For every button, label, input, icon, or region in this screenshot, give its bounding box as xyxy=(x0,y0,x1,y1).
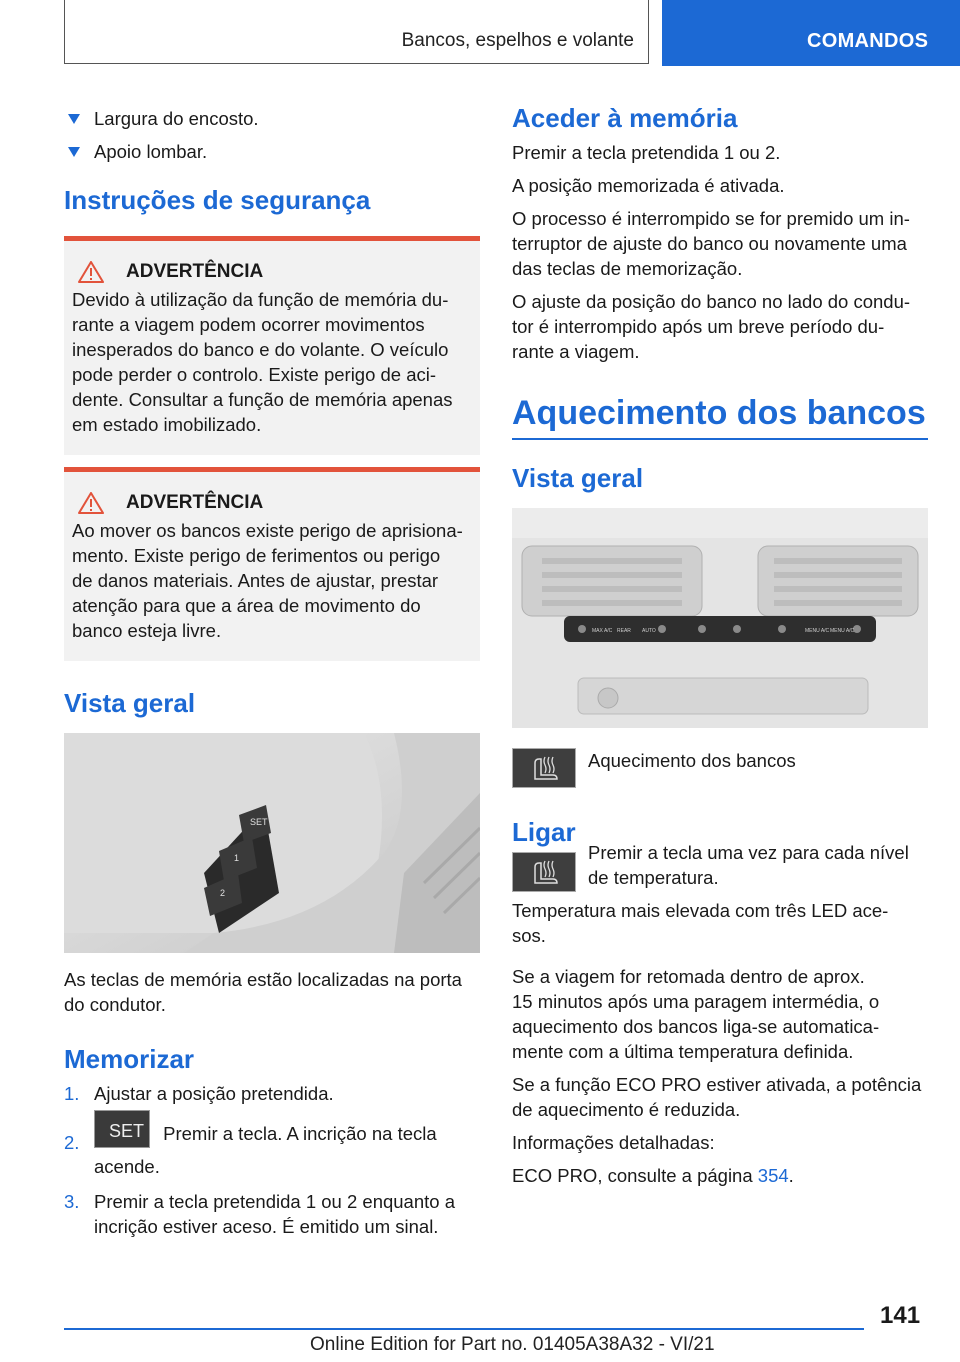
section-title: Bancos, espelhos e volante xyxy=(401,30,634,51)
warning-text: Ao mover os bancos existe perigo de aprisiona- mento. Existe perigo de ferimentos ou perigo de danos materiais. Antes de ajustar, prestar atenção para que a área de movimento do banco esteja livre. xyxy=(72,520,463,641)
photo-label-set: SET xyxy=(250,817,268,827)
warning-title: ADVERTÊNCIA xyxy=(126,261,264,282)
footer-rule xyxy=(64,1328,864,1330)
step-number: 3. xyxy=(64,1191,80,1212)
warning-box xyxy=(64,236,480,455)
seat-heating-heading: Aquecimento dos bancos xyxy=(512,392,928,440)
overview-heading: Vista geral xyxy=(512,463,644,493)
page-number: 141 xyxy=(880,1302,921,1329)
on-row xyxy=(512,842,928,892)
warning-triangle-icon xyxy=(78,261,104,283)
set-button-icon: SET xyxy=(94,1110,150,1148)
photo-label-1: 1 xyxy=(234,853,240,863)
on-heading: Ligar xyxy=(512,817,576,847)
bullet-item: Apoio lombar. xyxy=(64,139,480,164)
panel-label: MENU A/C xyxy=(830,628,855,634)
climate-panel-photo xyxy=(512,508,928,728)
edition-note: Online Edition for Part no. 01405A38A32 - VI/21 xyxy=(310,1334,715,1355)
cross-reference: ECO PRO, consulte a página 354. xyxy=(512,1165,794,1186)
access-memory-heading: Aceder à memória xyxy=(512,103,738,133)
paragraph: O ajuste da posição do banco no lado do condu- tor é interrompido após um breve período du- rante a viagem. xyxy=(512,291,911,362)
warning-box xyxy=(64,467,480,661)
safety-heading: Instruções de segurança xyxy=(64,185,371,215)
warning-text: Devido à utilização da função de memória du- rante a viagem podem ocorrer movimentos inesperados do banco e do volante. O veículo pode perder o controlo. Existe perigo de aci- dente. Consultar a função de memória apenas em estado imobilizado. xyxy=(72,289,453,435)
door-memory-buttons-photo xyxy=(64,733,480,953)
memorize-heading: Memorizar xyxy=(64,1044,195,1074)
right-column xyxy=(512,96,928,1188)
chapter-title: COMANDOS xyxy=(807,30,929,52)
warning-title: ADVERTÊNCIA xyxy=(126,492,264,513)
warning-triangle-icon xyxy=(78,492,104,514)
heat-caption: Aquecimento dos bancos xyxy=(588,750,796,771)
paragraph: Temperatura mais elevada com três LED ace- sos. xyxy=(512,900,889,946)
triangle-bullet-icon xyxy=(68,147,80,157)
step-item: 1. Ajustar a posição pretendida. xyxy=(64,1083,334,1104)
photo-label-2: 2 xyxy=(220,888,226,898)
paragraph: Premir a tecla pretendida 1 ou 2. xyxy=(512,142,781,163)
step-item: 3. Premir a tecla pretendida 1 ou 2 enquanto a incrição estiver aceso. É emitido um sinal. xyxy=(64,1191,455,1237)
panel-label: AUTO xyxy=(642,628,656,634)
step-number: 2. xyxy=(64,1132,80,1153)
on-text: Premir a tecla uma vez para cada nível de temperatura. xyxy=(588,842,909,888)
step-item: 2. SET Premir a tecla. A incrição na tecla acende. xyxy=(64,1116,480,1179)
seat-heating-button-icon xyxy=(512,852,576,892)
running-header xyxy=(64,0,649,64)
paragraph: A posição memorizada é ativada. xyxy=(512,175,785,196)
heat-icon-row xyxy=(512,748,928,788)
photo-caption: As teclas de memória estão localizadas na porta do condutor. xyxy=(64,969,462,1015)
triangle-bullet-icon xyxy=(68,114,80,124)
bullet-item: Largura do encosto. xyxy=(64,106,480,131)
panel-label: MENU A/C xyxy=(805,628,830,634)
overview-heading: Vista geral xyxy=(64,688,196,718)
paragraph: O processo é interrompido se for premido um in- terruptor de ajuste do banco ou novamente uma das teclas de memorização. xyxy=(512,208,910,279)
paragraph: Se a função ECO PRO estiver ativada, a potência de aquecimento é reduzida. xyxy=(512,1074,922,1120)
left-column xyxy=(64,96,480,1249)
paragraph: Se a viagem for retomada dentro de aprox. 15 minutos após uma paragem intermédia, o aquecimento dos bancos liga-se automatica- mente com a última temperatura definida. xyxy=(512,966,880,1062)
chapter-tab xyxy=(662,0,960,66)
step-number: 1. xyxy=(64,1083,80,1104)
panel-label: MAX A/C xyxy=(592,628,613,634)
page-link[interactable]: 354 xyxy=(757,1165,789,1186)
panel-label: REAR xyxy=(617,628,631,634)
paragraph: Informações detalhadas: xyxy=(512,1132,715,1153)
seat-heating-button-icon xyxy=(512,748,576,788)
